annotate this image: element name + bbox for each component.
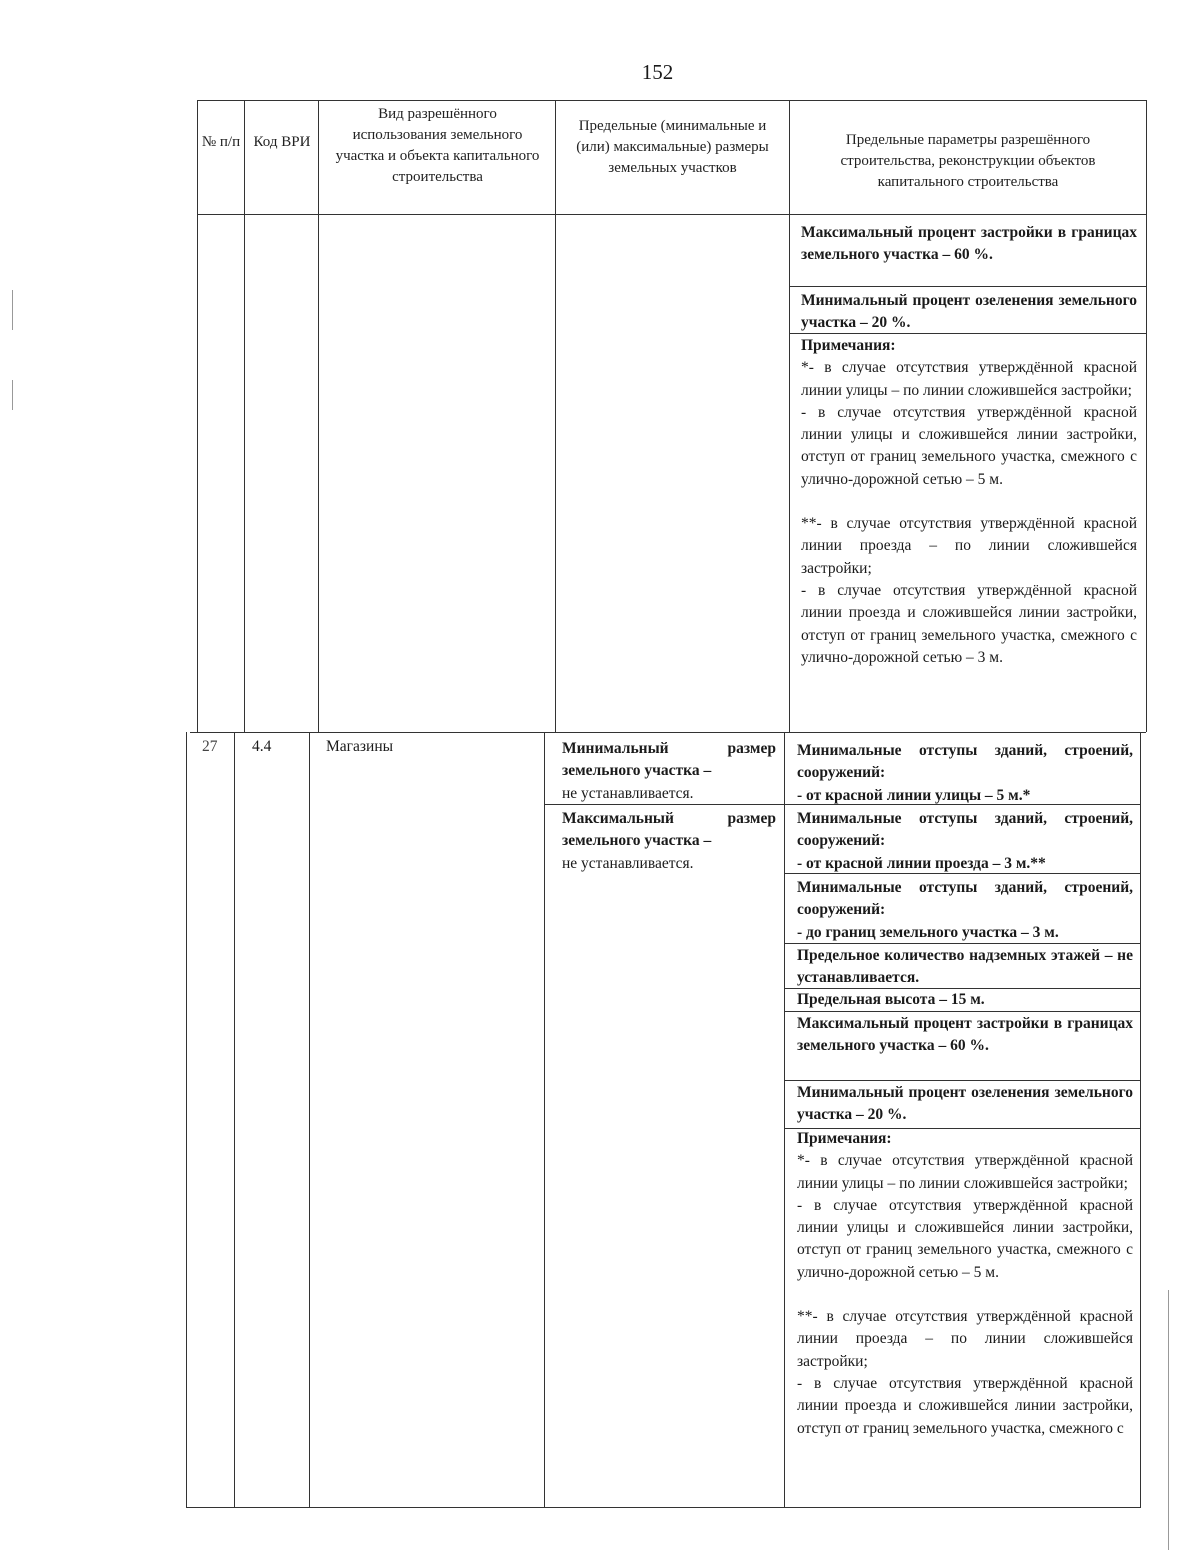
floors-limit: Предельное количество надземных этажей – не устанавливается. — [797, 947, 1133, 987]
notes-title: Примечания: — [797, 1130, 892, 1147]
header-sizes: Предельные (минимальные и (или) максимальные) размеры земельных участков — [576, 118, 769, 176]
height-limit: Предельная высота – 15 м. — [797, 991, 985, 1008]
scan-mark — [1168, 1290, 1169, 1550]
indent-street: Минимальные отступы зданий, строений, сооружений: - от красной линии улицы – 5 м.* — [797, 742, 1133, 804]
min-size: Минимальный размер земельного участка – не устанавливается. — [562, 740, 776, 802]
green-percent: Минимальный процент озеленения земельного участка – 20 %. — [797, 1084, 1133, 1124]
row-use-name: Магазины — [326, 738, 394, 755]
scan-mark — [12, 380, 13, 410]
note-3: **- в случае отсутствия утверждённой красной линии проезда – по линии сложившейся застройки; — [801, 515, 1137, 577]
cont-green-percent: Минимальный процент озеленения земельного участка – 20 %. — [801, 292, 1137, 332]
row-code: 4.4 — [252, 738, 272, 755]
row-number: 27 — [202, 738, 218, 755]
note-2: - в случае отсутствия утверждённой красной линии улицы и сложившейся линии застройки, отступ от границ земельного участка, смежного с улично-дорожной сетью – 5 м. — [801, 403, 1137, 488]
cont-build-percent: Максимальный процент застройки в границах земельного участка – 60 %. — [801, 224, 1137, 264]
cont-notes — [801, 335, 1137, 669]
header-code: Код ВРИ — [253, 134, 311, 150]
indent-passage: Минимальные отступы зданий, строений, сооружений: - от красной линии проезда – 3 м.** — [797, 810, 1133, 872]
scan-mark — [12, 290, 13, 330]
note-4: - в случае отсутствия утверждённой красной линии проезда и сложившейся линии застройки, отступ от границ земельного участка, смежного с улично-дорожной сетью – 3 м. — [801, 581, 1137, 666]
header-use: Вид разрешённого использования земельного участка и объекта капитального строительства — [335, 106, 540, 185]
note-3: **- в случае отсутствия утверждённой красной линии проезда – по линии сложившейся застройки; — [797, 1308, 1133, 1370]
page-number: 152 — [641, 60, 674, 84]
note-2: - в случае отсутствия утверждённой красной линии улицы и сложившейся линии застройки, отступ от границ земельного участка, смежного с улично-дорожной сетью – 5 м. — [797, 1196, 1133, 1281]
row27-notes — [797, 1128, 1133, 1440]
notes-title: Примечания: — [801, 337, 896, 354]
header-params: Предельные параметры разрешённого строительства, реконструкции объектов капитального строительства — [840, 132, 1096, 190]
build-percent: Максимальный процент застройки в границах земельного участка – 60 %. — [797, 1015, 1133, 1055]
header-num: № п/п — [201, 134, 241, 150]
indent-boundary: Минимальные отступы зданий, строений, сооружений: - до границ земельного участка – 3 м. — [797, 879, 1133, 941]
note-1: *- в случае отсутствия утверждённой красной линии улицы – по линии сложившейся застройки; — [797, 1152, 1133, 1192]
note-4: - в случае отсутствия утверждённой красной линии проезда и сложившейся линии застройки, отступ от границ земельного участка, смежного с — [797, 1374, 1133, 1437]
max-size: Максимальный размер земельного участка – не устанавливается. — [562, 810, 776, 872]
note-1: *- в случае отсутствия утверждённой красной линии улицы – по линии сложившейся застройки; — [801, 359, 1137, 399]
